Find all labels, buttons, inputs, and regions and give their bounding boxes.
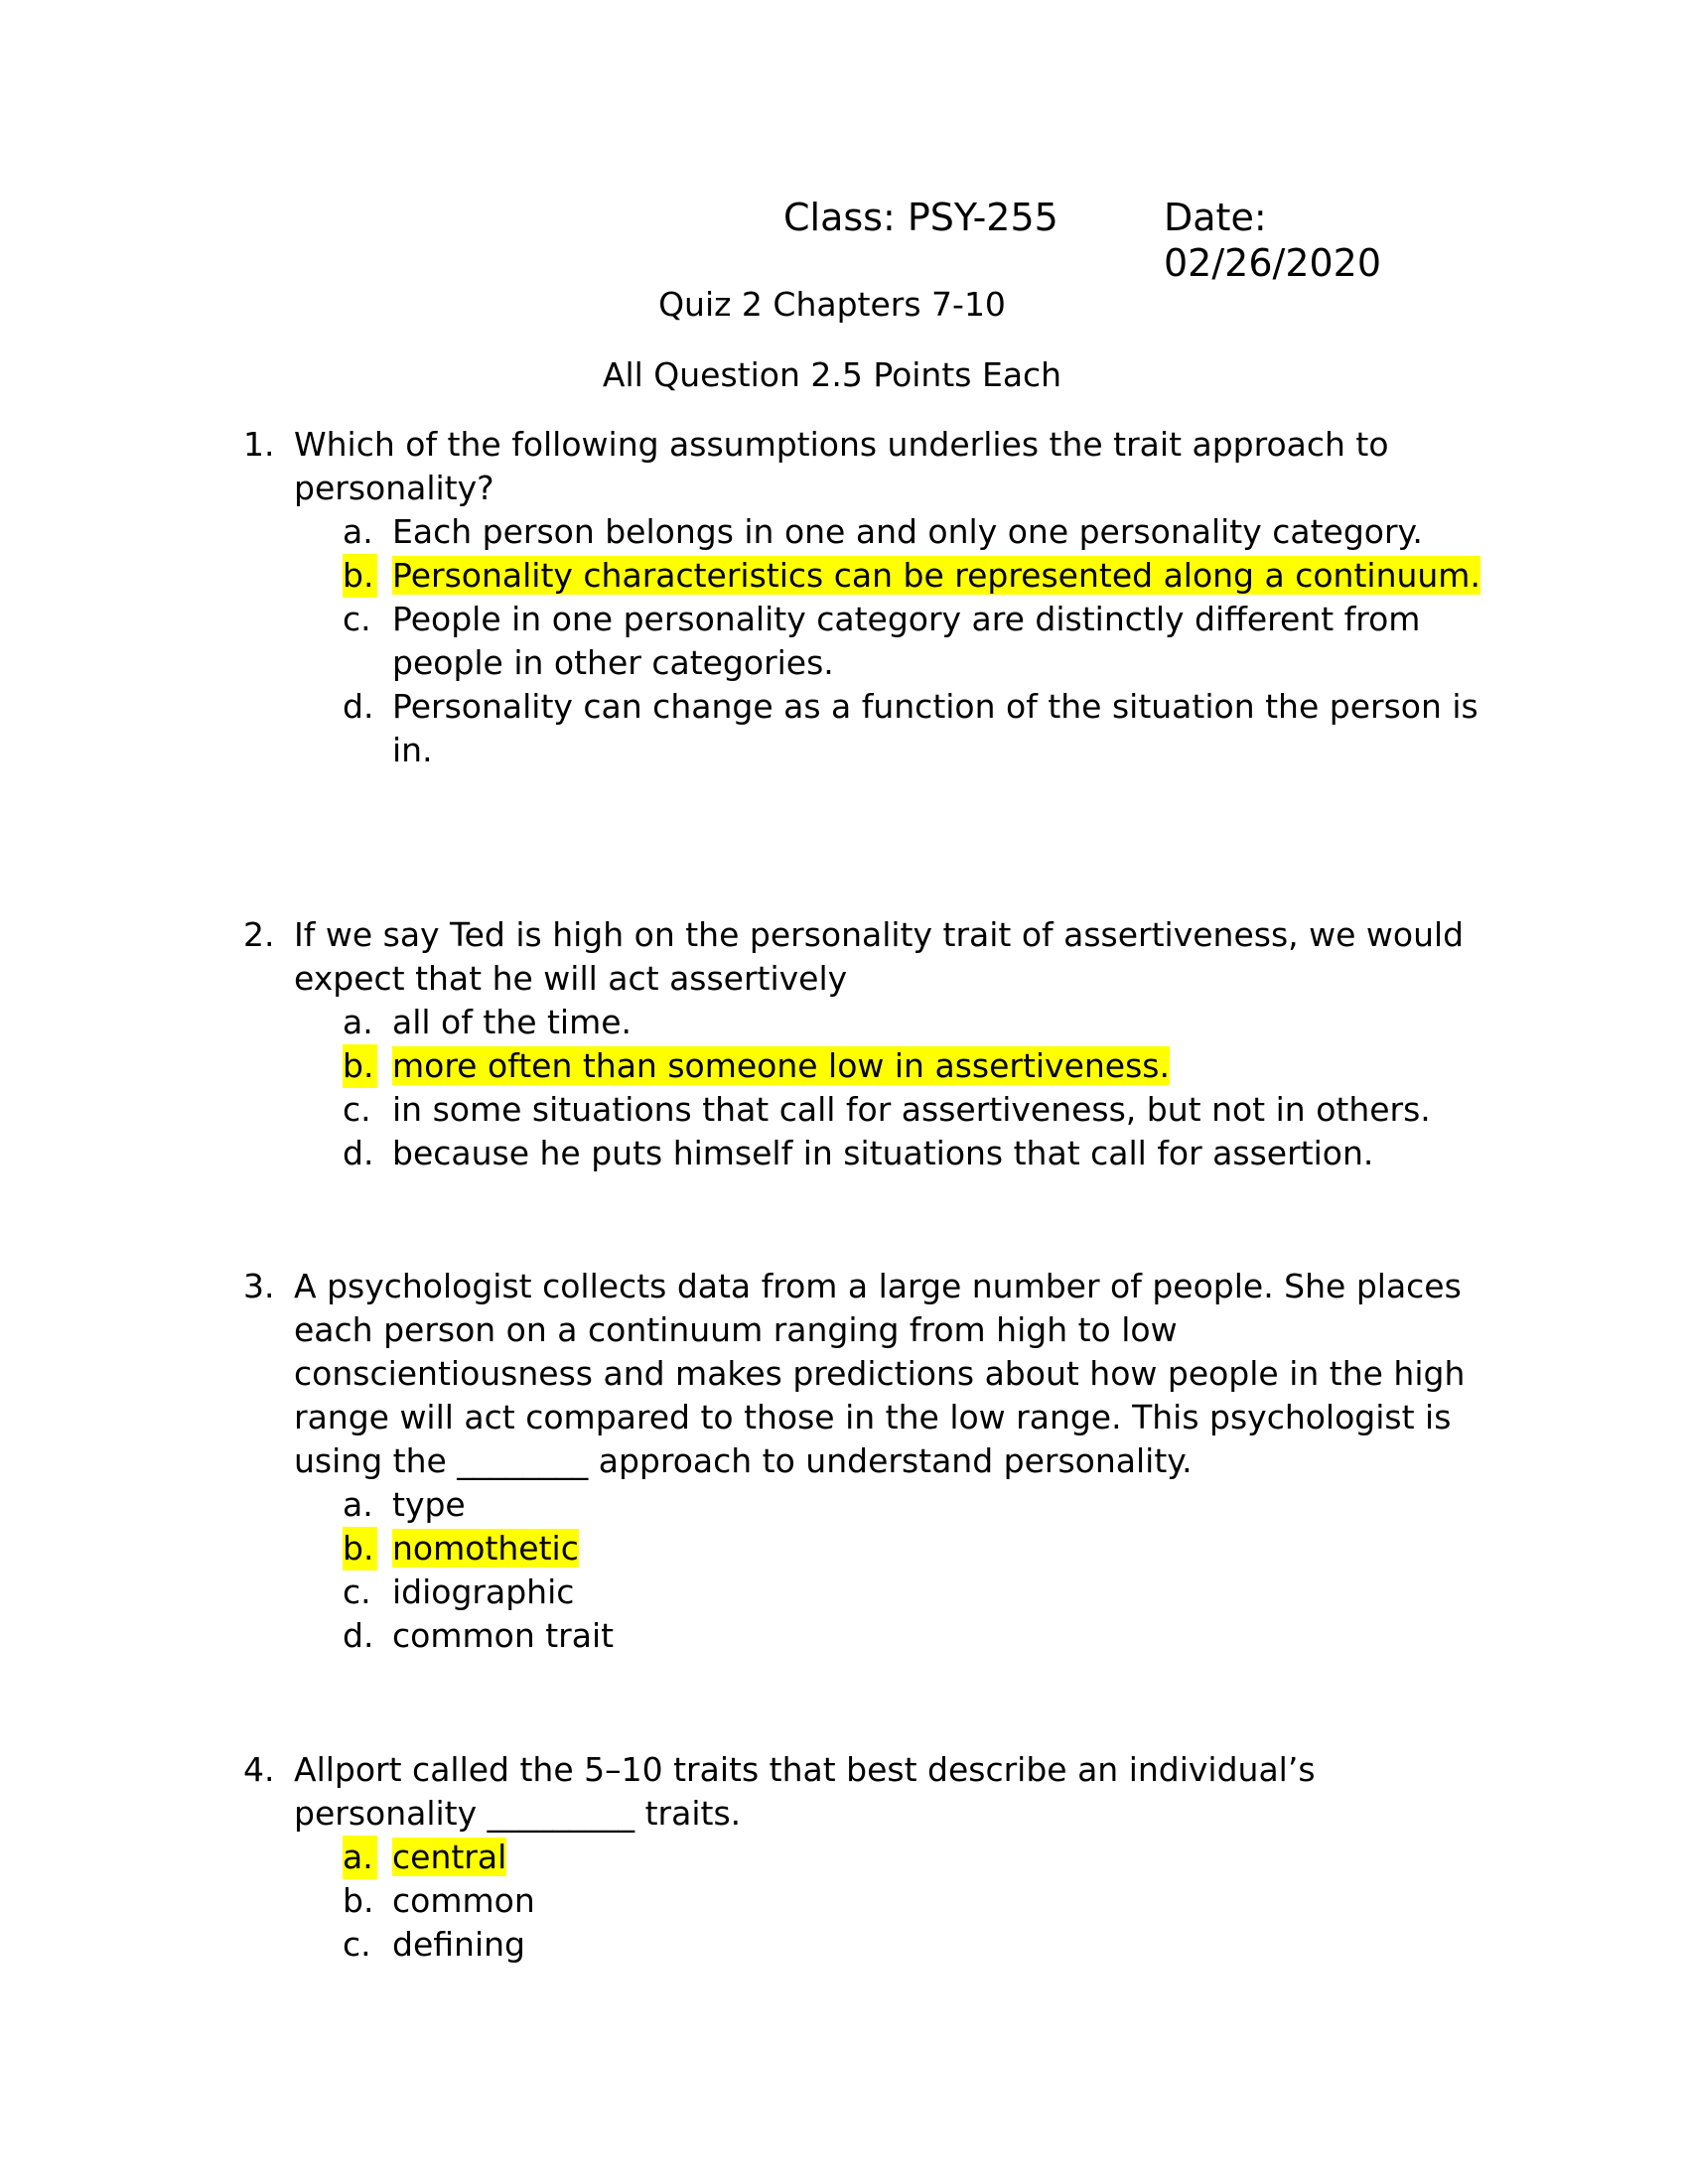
option-c: c. defining <box>343 1925 525 1964</box>
option-list <box>243 1836 1484 1967</box>
question-text: A psychologist collects data from a large number of people. She places each person on a continuum ranging from high to low conscientiousness and makes predictions about how people in the high range will act compared to those in the low range. This psychologist is using the ________ approach to understand personality. <box>294 1267 1466 1480</box>
question-text: Which of the following assumptions underlies the trait approach to personality? <box>294 425 1389 507</box>
class-label: Class: PSY-255 <box>783 196 1058 239</box>
option-b-highlighted: b. Personality characteristics can be represented along a continuum. <box>343 554 1484 598</box>
option-a: a. Each person belongs in one and only one personality category. <box>343 512 1423 551</box>
question-3 <box>243 1265 1484 1658</box>
option-list <box>243 510 1484 772</box>
question-4 <box>243 1748 1484 1967</box>
option-d: d. Personality can change as a function of the situation the person is in. <box>343 687 1478 769</box>
option-c: c. People in one personality category are distinctly different from people in other categories. <box>343 600 1421 682</box>
question-2 <box>243 913 1484 1175</box>
option-d: d. common trait <box>343 1616 615 1655</box>
option-a-highlighted: a. central <box>343 1836 1484 1879</box>
question-number: 1. <box>243 425 275 464</box>
points-note: All Question 2.5 Points Each <box>602 355 1062 394</box>
question-1 <box>243 423 1484 772</box>
option-b: b. common <box>343 1881 535 1920</box>
question-number: 4. <box>243 1750 275 1789</box>
option-d: d. because he puts himself in situations that call for assertion. <box>343 1134 1374 1172</box>
question-number: 3. <box>243 1267 275 1305</box>
option-c: c. idiographic <box>343 1572 575 1611</box>
option-list <box>243 1001 1484 1175</box>
question-text: Allport called the 5–10 traits that best describe an individual’s personality _________ traits. <box>294 1750 1316 1833</box>
option-a: a. type <box>343 1485 466 1524</box>
option-a: a. all of the time. <box>343 1003 633 1041</box>
option-list <box>243 1483 1484 1658</box>
option-c: c. in some situations that call for assertiveness, but not in others. <box>343 1090 1431 1129</box>
date-label: Date: 02/26/2020 <box>1164 196 1382 285</box>
option-b-highlighted: b. more often than someone low in assertiveness. <box>343 1044 1484 1088</box>
option-b-highlighted: b. nomothetic <box>343 1527 1484 1570</box>
question-text: If we say Ted is high on the personality trait of assertiveness, we would expect that he will act assertively <box>294 915 1465 998</box>
question-number: 2. <box>243 915 275 954</box>
quiz-title: Quiz 2 Chapters 7-10 <box>658 285 1006 324</box>
